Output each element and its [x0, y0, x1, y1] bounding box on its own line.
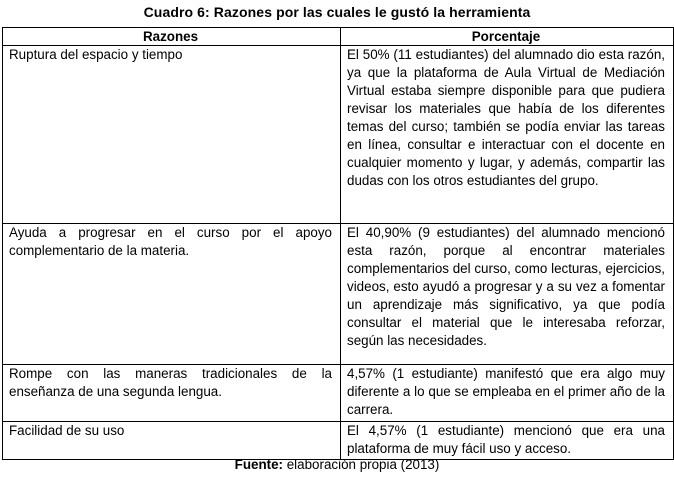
table-row — [3, 46, 674, 224]
table-row — [3, 224, 674, 365]
source-label: Fuente: — [234, 457, 284, 472]
header-row — [3, 28, 674, 46]
reason-cell: Ruptura del espacio y tiempo — [3, 46, 341, 224]
percentage-cell: El 50% (11 estudiantes) del alumnado dio esta razón, ya que la plataforma de Aula Virtual de Mediación Virtual estaba siempre disponible para que pudiera revisar los materiales que había de los diferentes temas del curso; también se podía enviar las tareas en línea, consultar e interactuar con el docente en cualquier momento y lugar, y además, compartir las dudas con los otros estudiantes del grupo. — [341, 46, 674, 224]
percentage-cell: El 40,90% (9 estudiantes) del alumnado mencionó esta razón, porque al encontrar materiales complementarios del curso, como lecturas, ejercicios, videos, esto ayudó a progresar y a su vez a fomentar un aprendizaje más significativo, ya que podía consultar el material que le interesaba reforzar, según las necesidades. — [341, 224, 674, 365]
reason-cell: Facilidad de su uso — [3, 422, 341, 460]
source-note — [0, 456, 674, 474]
percentage-cell: El 4,57% (1 estudiante) mencionó que era una plataforma de muy fácil uso y acceso. — [341, 422, 674, 460]
table-row — [3, 422, 674, 460]
table-row — [3, 365, 674, 422]
reason-cell: Ayuda a progresar en el curso por el apoyo complementario de la materia. — [3, 224, 341, 365]
percentage-cell: 4,57% (1 estudiante) manifestó que era algo muy diferente a lo que se empleaba en el primer año de la carrera. — [341, 365, 674, 422]
reason-cell: Rompe con las maneras tradicionales de la enseñanza de una segunda lengua. — [3, 365, 341, 422]
reasons-table — [2, 27, 674, 460]
header-porcentaje: Porcentaje — [341, 28, 674, 46]
header-razones: Razones — [3, 28, 341, 46]
source-text: elaboración propia (2013) — [283, 457, 440, 472]
table-caption: Cuadro 6: Razones por las cuales le gustó la herramienta — [143, 4, 531, 20]
